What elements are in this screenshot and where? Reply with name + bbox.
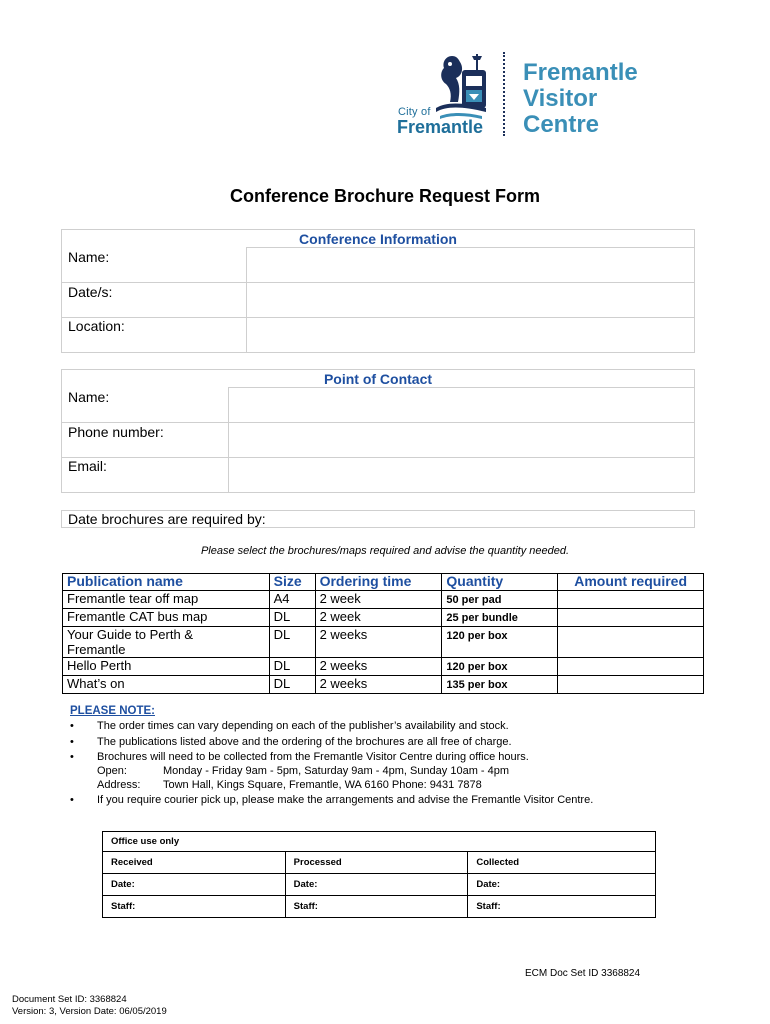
publication-name-line-2: Fremantle [67, 642, 126, 657]
publication-ordering-time: 2 weeks [315, 658, 442, 676]
office-received-staff[interactable]: Staff: [103, 896, 286, 918]
office-collected-staff[interactable]: Staff: [468, 896, 656, 918]
contact-phone-label: Phone number: [68, 424, 164, 440]
conference-location-field[interactable] [246, 317, 695, 353]
point-of-contact-heading: Point of Contact [323, 371, 433, 387]
office-collected-label: Collected [468, 852, 656, 874]
ecm-doc-id: ECM Doc Set ID 3368824 [525, 968, 641, 979]
publication-quantity: 120 per box [442, 627, 558, 658]
document-set-id: Document Set ID: 3368824 [12, 994, 127, 1005]
page-title: Conference Brochure Request Form [229, 186, 541, 206]
conference-name-field[interactable] [246, 247, 695, 283]
document-footer [12, 994, 167, 1018]
contact-phone-field[interactable] [228, 422, 695, 458]
publication-amount-field[interactable] [558, 658, 704, 676]
note-bullet-1: The order times can vary depending on each of the publisher’s availability and stock. [97, 720, 509, 732]
conference-info-table [61, 229, 695, 353]
header-amount-required: Amount required [558, 574, 704, 591]
date-required-field[interactable] [61, 510, 695, 528]
logo-vc-line-3: Centre [523, 111, 600, 138]
open-hours: Monday - Friday 9am - 5pm, Saturday 9am - 4pm, Sunday 10am - 4pm [163, 765, 510, 777]
logo-divider [503, 52, 505, 136]
address-value: Town Hall, Kings Square, Fremantle, WA 6160 Phone: 9431 7878 [163, 779, 482, 791]
conference-location-label: Location: [68, 318, 125, 334]
office-processed-label: Processed [285, 852, 468, 874]
date-required-label: Date brochures are required by: [68, 511, 266, 527]
publication-amount-field[interactable] [558, 676, 704, 694]
publication-size: A4 [269, 591, 315, 609]
publication-size: DL [269, 676, 315, 694]
publication-amount-field[interactable] [558, 609, 704, 627]
conference-dates-field[interactable] [246, 282, 695, 318]
header-publication-name: Publication name [63, 574, 270, 591]
office-received-label: Received [103, 852, 286, 874]
publication-name: What’s on [63, 676, 270, 694]
conference-name-label: Name: [68, 249, 110, 265]
bullet-icon: • [70, 736, 74, 748]
office-received-date[interactable]: Date: [103, 874, 286, 896]
document-version: Version: 3, Version Date: 06/05/2019 [12, 1006, 167, 1017]
table-row [63, 658, 704, 676]
bullet-icon: • [70, 720, 74, 732]
header-ordering-time: Ordering time [315, 574, 442, 591]
point-of-contact-table [61, 369, 695, 493]
publication-amount-field[interactable] [558, 591, 704, 609]
table-row [63, 591, 704, 609]
publication-size: DL [269, 609, 315, 627]
publication-quantity: 135 per box [442, 676, 558, 694]
table-row [63, 627, 704, 658]
logo-city-of: City of [398, 106, 431, 118]
publication-ordering-time: 2 week [315, 609, 442, 627]
office-collected-date[interactable]: Date: [468, 874, 656, 896]
contact-name-label: Name: [68, 389, 110, 405]
logo-visitor-centre [523, 60, 638, 138]
office-use-table [102, 831, 656, 918]
publication-name: Hello Perth [63, 658, 270, 676]
publication-ordering-time: 2 weeks [315, 676, 442, 694]
publications-table [62, 573, 704, 694]
conference-dates-label: Date/s: [68, 284, 113, 300]
publication-name: Fremantle CAT bus map [63, 609, 270, 627]
logo-city-name: Fremantle [397, 117, 484, 137]
note-bullet-3: Brochures will need to be collected from the Fremantle Visitor Centre during office hours. [97, 751, 529, 763]
logo-vc-line-2: Visitor [523, 85, 598, 112]
table-row [63, 676, 704, 694]
conference-info-heading: Conference Information [299, 231, 457, 247]
publications-header-row [63, 574, 704, 591]
publication-name [63, 627, 270, 658]
address-label: Address: [97, 779, 141, 791]
publication-amount-field[interactable] [558, 627, 704, 658]
bullet-icon: • [70, 794, 74, 806]
header-quantity: Quantity [442, 574, 558, 591]
contact-email-field[interactable] [228, 457, 695, 493]
note-title: PLEASE NOTE: [70, 705, 155, 717]
contact-name-field[interactable] [228, 387, 695, 423]
office-processed-staff[interactable]: Staff: [285, 896, 468, 918]
publication-name: Fremantle tear off map [63, 591, 270, 609]
open-label: Open: [97, 765, 127, 777]
logo-vc-line-1: Fremantle [523, 59, 638, 86]
office-use-heading: Office use only [103, 832, 656, 852]
publication-quantity: 120 per box [442, 658, 558, 676]
publication-size: DL [269, 658, 315, 676]
publication-name-line-1: Your Guide to Perth & [67, 627, 193, 642]
bullet-icon: • [70, 751, 74, 763]
note-bullet-4: If you require courier pick up, please make the arrangements and advise the Fremantle Visitor Centre. [97, 794, 594, 806]
header-size: Size [269, 574, 315, 591]
publication-quantity: 50 per pad [442, 591, 558, 609]
instruction-text: Please select the brochures/maps required and advise the quantity needed. [200, 545, 570, 557]
publication-ordering-time: 2 week [315, 591, 442, 609]
table-row [63, 609, 704, 627]
note-bullet-2: The publications listed above and the ordering of the brochures are all free of charge. [97, 736, 512, 748]
publication-ordering-time: 2 weeks [315, 627, 442, 658]
publication-quantity: 25 per bundle [442, 609, 558, 627]
publication-size: DL [269, 627, 315, 658]
office-processed-date[interactable]: Date: [285, 874, 468, 896]
contact-email-label: Email: [68, 458, 107, 474]
